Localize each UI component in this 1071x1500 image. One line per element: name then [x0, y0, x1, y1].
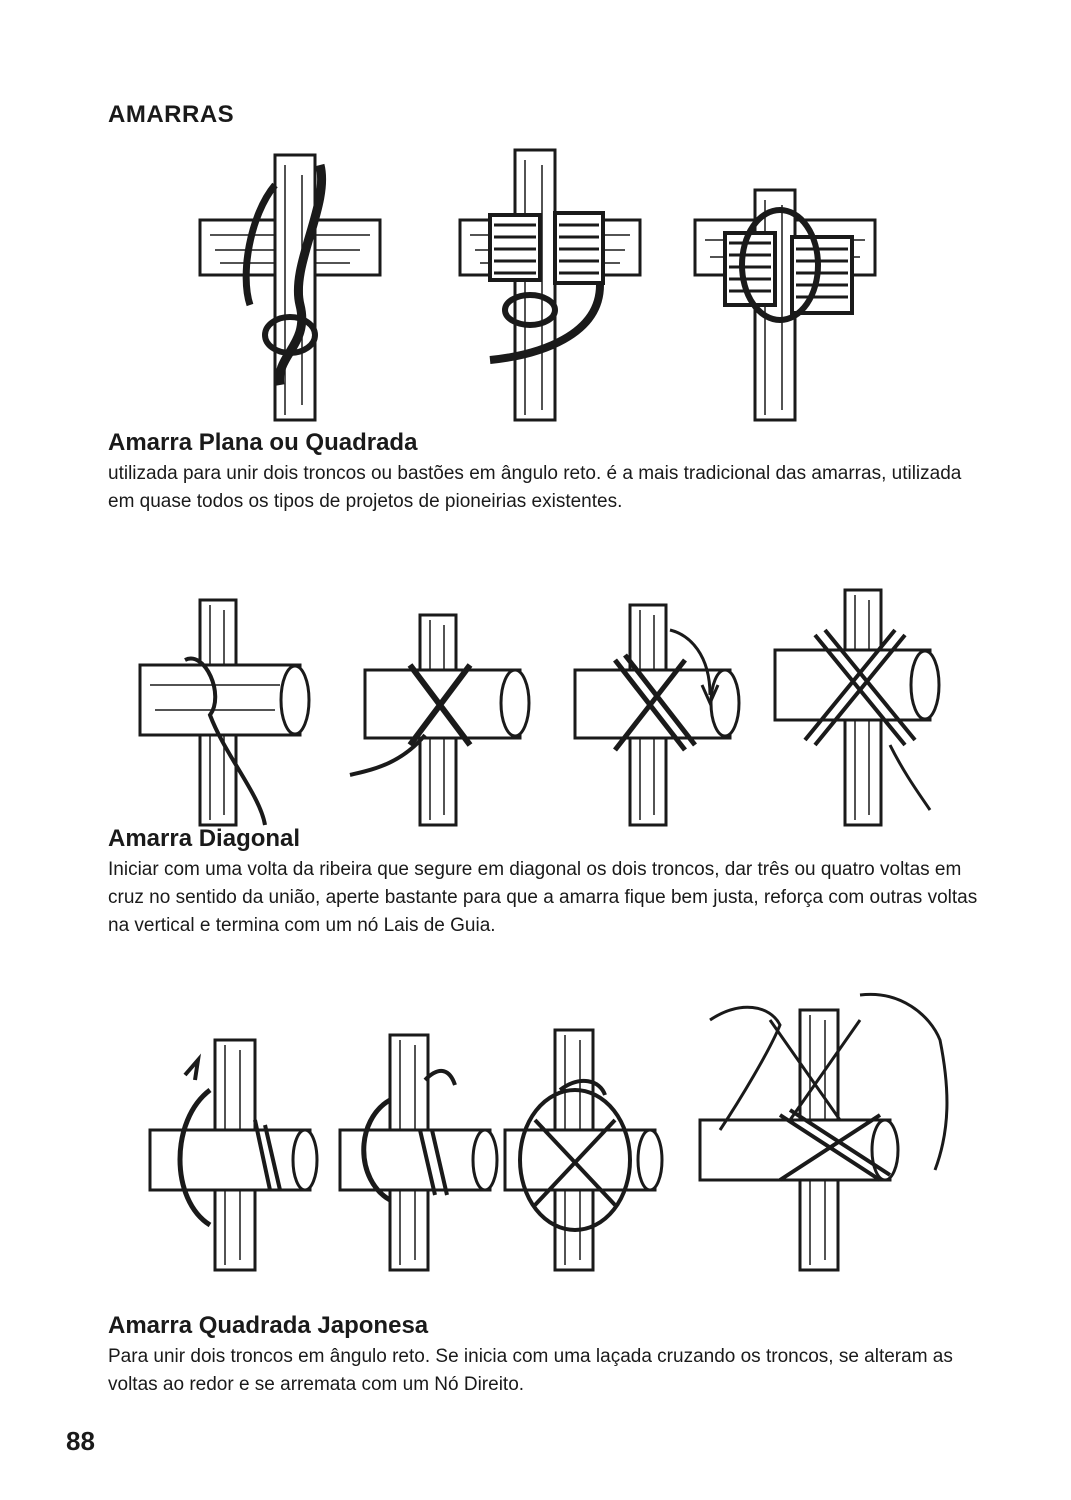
diagonal-lashing-step-1 — [140, 600, 309, 825]
japanese-lashing-illustrations — [140, 980, 960, 1275]
diagonal-lashing-step-2 — [350, 615, 529, 825]
section-text-square-lashing: utilizada para unir dois troncos ou bastões em ângulo reto. é a mais tradicional das amarras, utilizada em quase todos os tipos de projetos de pioneirias existentes. — [108, 463, 962, 512]
square-lashing-step-2 — [460, 150, 640, 420]
square-lashing-illustrations — [180, 145, 900, 425]
section-title-japanese-lashing: Amarra Quadrada Japonesa — [108, 1312, 429, 1339]
japanese-lashing-step-1 — [150, 1040, 317, 1270]
section-title-square-lashing: Amarra Plana ou Quadrada — [108, 429, 418, 456]
section-text-diagonal-lashing: Iniciar com uma volta da ribeira que segure em diagonal os dois troncos, dar três ou quatro voltas em cruz no sentido da união, aperte bastante para que a amarra fique bem justa, reforça com outras voltas na vertical e termina com um nó Lais de Guia. — [108, 859, 978, 936]
square-lashing-step-3 — [695, 190, 875, 420]
section-title-diagonal-lashing: Amarra Diagonal — [108, 825, 301, 852]
diagonal-lashing-step-3 — [575, 605, 739, 825]
page-heading: AMARRAS — [108, 101, 235, 128]
diagonal-lashing-illustrations — [130, 585, 950, 830]
page-number: 88 — [66, 1426, 95, 1456]
japanese-lashing-step-2 — [340, 1035, 497, 1270]
japanese-lashing-step-3 — [505, 1030, 662, 1270]
diagonal-lashing-step-4 — [775, 590, 939, 825]
square-lashing-step-1 — [200, 155, 380, 420]
section-text-japanese-lashing: Para unir dois troncos em ângulo reto. Se inicia com uma laçada cruzando os troncos, se alteram as voltas ao redor e se arremata com um Nó Direito. — [108, 1346, 953, 1395]
japanese-lashing-step-4 — [700, 994, 947, 1270]
